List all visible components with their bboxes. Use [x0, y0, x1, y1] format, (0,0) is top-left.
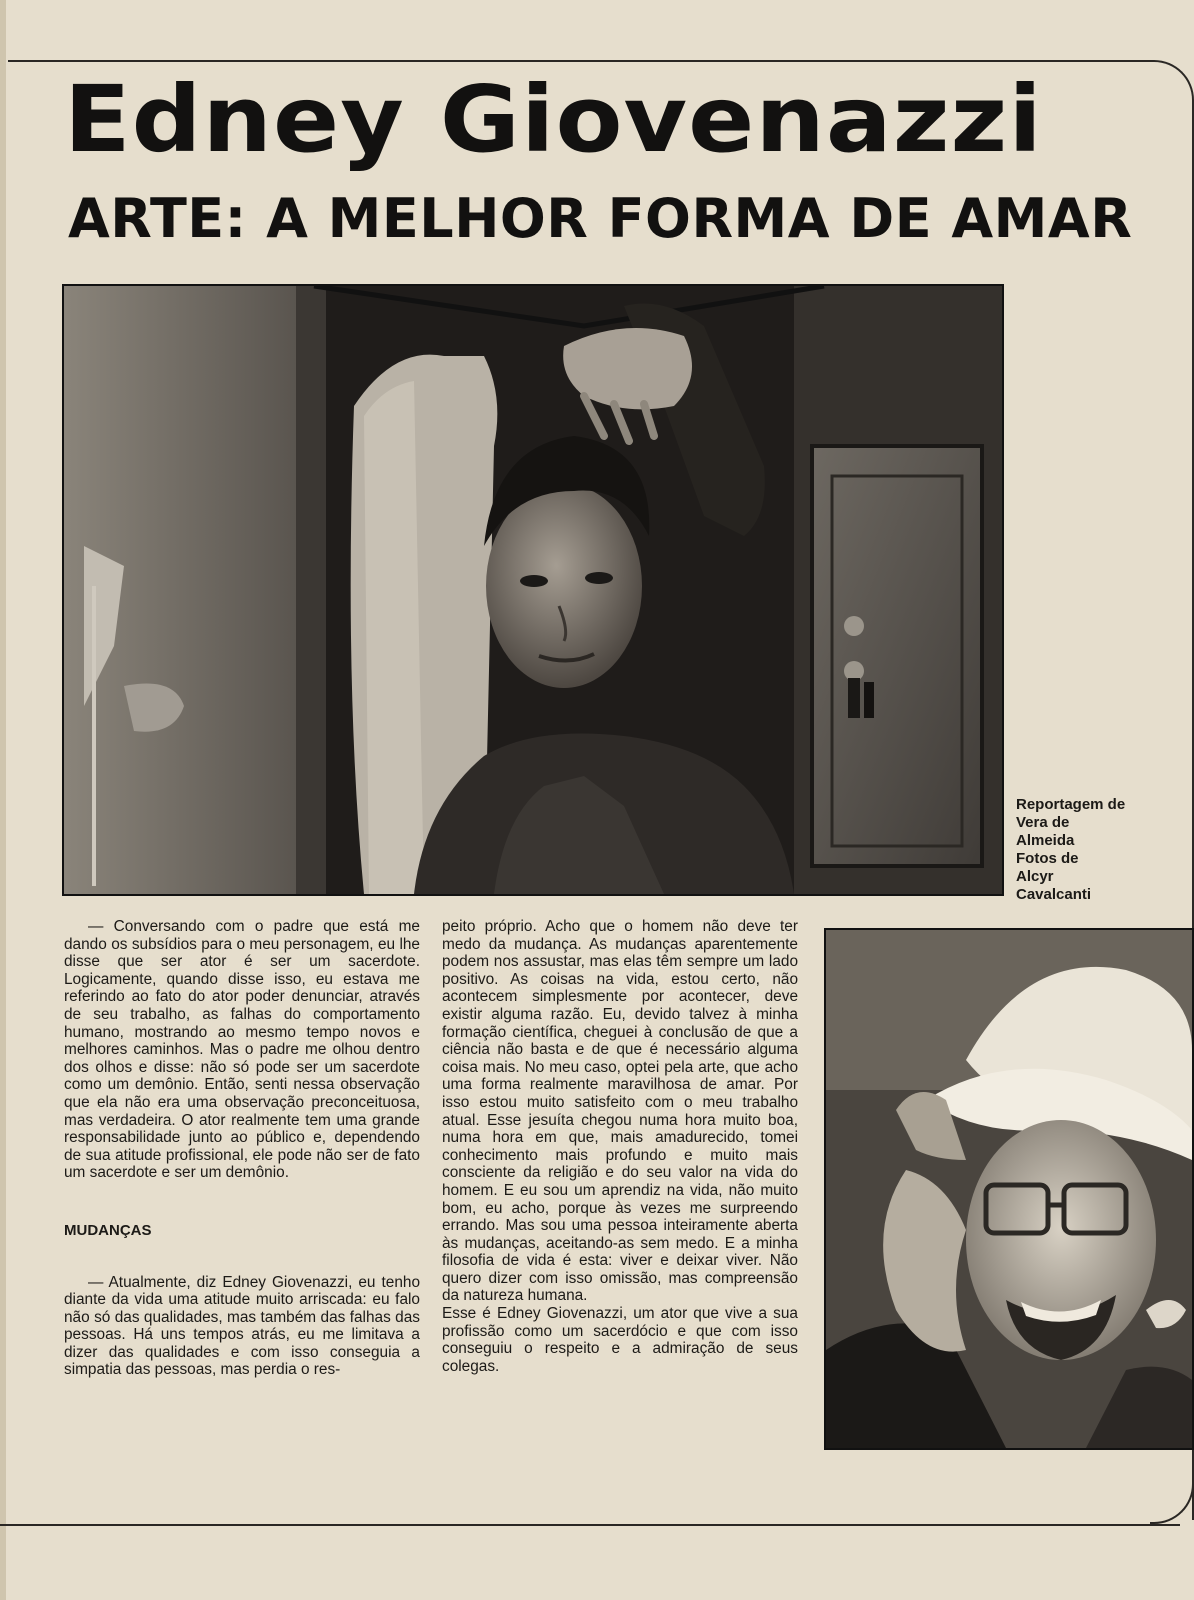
page-gutter-edge — [0, 0, 6, 1600]
article-paragraph-intro: — Conversando com o padre que está me dando os subsídios para o meu personagem, eu lhe disse que ser ator é ser um sacerdote. Logicamente, quando disse isso, eu estava me referindo ao fato do ator poder denunciar, através de seu trabalho, as falhas do comportamento humano, mostrando ao mesmo tempo novos e melhores caminhos. Mas o padre me olhou dentro dos olhos e disse: não só pode ser um sacerdote como um demônio. Então, senti nessa observação que ela não era uma observação preconceituosa, mas verdadeira. O ator realmente tem uma grande responsabilidade junto ao público e, dependendo de sua atitude profissional, ele pode não ser de fato um sacerdote e ser um demônio. — [64, 918, 420, 1182]
credit-line: Reportagem de — [1016, 796, 1126, 813]
article-title: Edney Giovenazzi — [64, 66, 1043, 173]
article-paragraph-continued: peito próprio. Acho que o homem não deve ter medo da mudança. As mudanças aparentemente podem nos assustar, mas elas têm sempre um lado positivo. As coisas na vida, estou certo, não acontecem simplesmente por acontecer, deve existir alguma razão. Eu, devido talvez à minha formação científica, cheguei à conclusão de que a ciência não basta e de que é necessário alguma coisa mais. No meu caso, optei pela arte, que acho uma forma realmente maravilhosa de amar. Por isso estou muito satisfeito com o meu trabalho atual. Esse jesuíta chegou numa hora muito boa, numa hora em que, mais amadurecido, tomei conhecimento mais profundo e muito mais consciente da religião e do seu valor na vida do homem. E eu sou um aprendiz na vida, não muito bom, eu acho, porque às vezes me surpreendo errando. Mas sou uma pessoa inteiramente aberta às mudanças, aceitando-as sem medo. E a minha filosofia de vida é esta: viver e deixar viver. Não quero dizer com isso omissão, mas compreensão da natureza humana. — [442, 918, 798, 1305]
section-heading-mudancas: MUDANÇAS — [64, 1221, 152, 1239]
article-paragraph-closing: Esse é Edney Giovenazzi, um ator que vive a sua profissão como um sacerdócio e que com isso conseguiu o respeito e a admiração de seus colegas. — [442, 1305, 798, 1375]
credit-line: Alcyr — [1016, 868, 1054, 885]
credit-line: Cavalcanti — [1016, 886, 1092, 903]
article-column-1 — [64, 918, 420, 1379]
secondary-photo-illustration — [826, 930, 1192, 1448]
main-photo-illustration — [64, 286, 1002, 894]
credit-line: Vera de — [1016, 814, 1070, 831]
article-subtitle: ARTE: A MELHOR FORMA DE AMAR — [68, 187, 1133, 250]
article-credits — [1016, 796, 1176, 904]
article-paragraph-mudancas: — Atualmente, diz Edney Giovenazzi, eu tenho diante da vida uma atitude muito arriscada: eu falo não só das qualidades, mas também das falhas das pessoas. Há uns tempos atrás, eu me limitava a dizer das qualidades e com isso conseguia a simpatia das pessoas, mas perdia o res- — [64, 1273, 420, 1379]
secondary-photo-actor-hat — [824, 928, 1194, 1450]
bottom-rule — [0, 1524, 1180, 1526]
article-column-2 — [442, 918, 798, 1375]
credit-line: Almeida — [1016, 832, 1075, 849]
main-photo-actor-portrait — [62, 284, 1004, 896]
credit-line: Fotos de — [1016, 850, 1079, 867]
